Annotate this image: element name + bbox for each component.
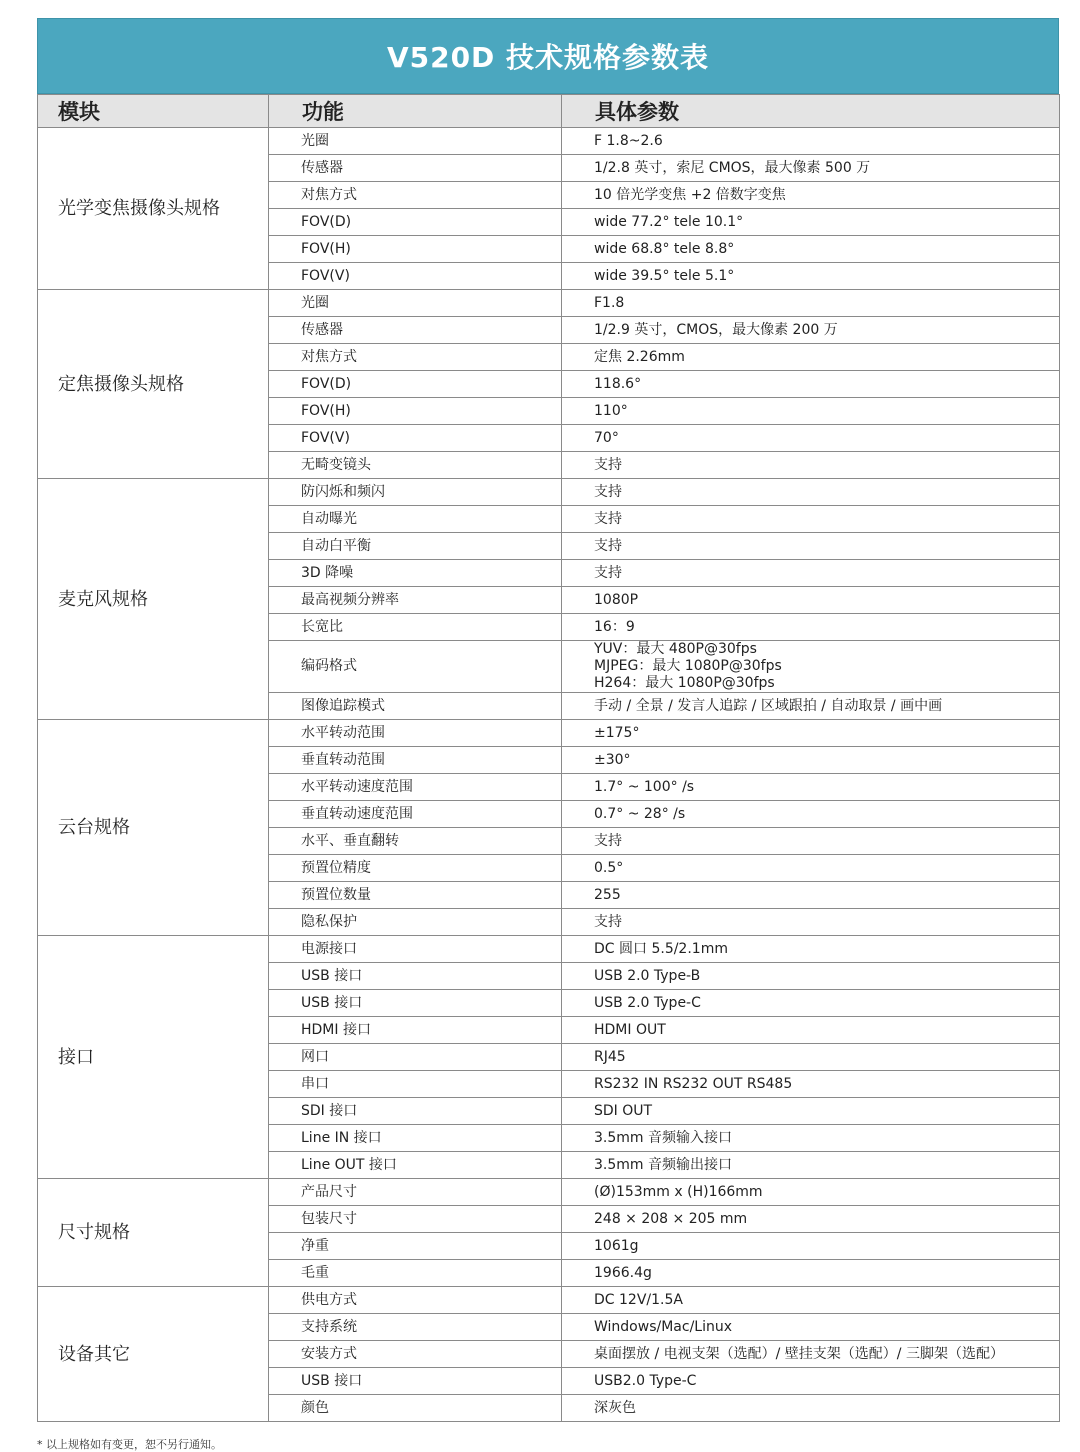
table-row bbox=[38, 720, 1060, 747]
table-row bbox=[38, 1179, 1060, 1206]
header-params: 具体参数 bbox=[562, 95, 1060, 128]
param-cell: 3.5mm 音频输入接口 bbox=[562, 1125, 1060, 1152]
function-cell: 水平转动速度范围 bbox=[269, 774, 562, 801]
module-cell: 接口 bbox=[38, 936, 269, 1179]
param-cell: 16：9 bbox=[562, 614, 1060, 641]
function-cell: 支持系统 bbox=[269, 1314, 562, 1341]
function-cell: 产品尺寸 bbox=[269, 1179, 562, 1206]
param-cell: wide 39.5° tele 5.1° bbox=[562, 263, 1060, 290]
param-cell: 支持 bbox=[562, 909, 1060, 936]
function-cell: 水平转动范围 bbox=[269, 720, 562, 747]
param-cell: HDMI OUT bbox=[562, 1017, 1060, 1044]
param-cell: F 1.8~2.6 bbox=[562, 128, 1060, 155]
param-cell: wide 68.8° tele 8.8° bbox=[562, 236, 1060, 263]
module-cell: 光学变焦摄像头规格 bbox=[38, 128, 269, 290]
function-cell: 3D 降噪 bbox=[269, 560, 562, 587]
function-cell: 长宽比 bbox=[269, 614, 562, 641]
param-cell: 1.7° ~ 100° /s bbox=[562, 774, 1060, 801]
module-cell: 设备其它 bbox=[38, 1287, 269, 1422]
table-row bbox=[38, 290, 1060, 317]
function-cell: FOV(D) bbox=[269, 209, 562, 236]
param-cell: 深灰色 bbox=[562, 1395, 1060, 1422]
function-cell: 电源接口 bbox=[269, 936, 562, 963]
param-cell: USB 2.0 Type-C bbox=[562, 990, 1060, 1017]
function-cell: SDI 接口 bbox=[269, 1098, 562, 1125]
function-cell: 隐私保护 bbox=[269, 909, 562, 936]
param-cell: 1/2.8 英寸，索尼 CMOS，最大像素 500 万 bbox=[562, 155, 1060, 182]
function-cell: FOV(H) bbox=[269, 398, 562, 425]
function-cell: 颜色 bbox=[269, 1395, 562, 1422]
function-cell: 光圈 bbox=[269, 290, 562, 317]
function-cell: 防闪烁和频闪 bbox=[269, 479, 562, 506]
param-cell: 支持 bbox=[562, 479, 1060, 506]
function-cell: 无畸变镜头 bbox=[269, 452, 562, 479]
function-cell: 图像追踪模式 bbox=[269, 693, 562, 720]
spec-sheet bbox=[37, 18, 1059, 1422]
param-cell: 118.6° bbox=[562, 371, 1060, 398]
param-cell: 手动 / 全景 / 发言人追踪 / 区域跟拍 / 自动取景 / 画中画 bbox=[562, 693, 1060, 720]
function-cell: 预置位精度 bbox=[269, 855, 562, 882]
param-cell: 支持 bbox=[562, 452, 1060, 479]
param-cell: 1/2.9 英寸，CMOS，最大像素 200 万 bbox=[562, 317, 1060, 344]
param-cell: ±175° bbox=[562, 720, 1060, 747]
function-cell: Line IN 接口 bbox=[269, 1125, 562, 1152]
footnote: * 以上规格如有变更，恕不另行通知。 bbox=[37, 1438, 222, 1451]
param-cell: DC 圆口 5.5/2.1mm bbox=[562, 936, 1060, 963]
spec-title: V520D 技术规格参数表 bbox=[37, 18, 1059, 94]
param-cell: 255 bbox=[562, 882, 1060, 909]
function-cell: 编码格式 bbox=[269, 641, 562, 693]
table-row bbox=[38, 936, 1060, 963]
param-cell: 110° bbox=[562, 398, 1060, 425]
function-cell: FOV(V) bbox=[269, 425, 562, 452]
module-cell: 麦克风规格 bbox=[38, 479, 269, 720]
function-cell: 自动曝光 bbox=[269, 506, 562, 533]
param-cell: SDI OUT bbox=[562, 1098, 1060, 1125]
param-cell: wide 77.2° tele 10.1° bbox=[562, 209, 1060, 236]
function-cell: 净重 bbox=[269, 1233, 562, 1260]
param-cell: 桌面摆放 / 电视支架（选配）/ 壁挂支架（选配）/ 三脚架（选配） bbox=[562, 1341, 1060, 1368]
param-cell: 支持 bbox=[562, 533, 1060, 560]
function-cell: 传感器 bbox=[269, 317, 562, 344]
function-cell: 水平、垂直翻转 bbox=[269, 828, 562, 855]
function-cell: FOV(V) bbox=[269, 263, 562, 290]
param-cell: 1061g bbox=[562, 1233, 1060, 1260]
function-cell: USB 接口 bbox=[269, 963, 562, 990]
param-cell: 0.5° bbox=[562, 855, 1060, 882]
param-cell: (Ø)153mm x (H)166mm bbox=[562, 1179, 1060, 1206]
function-cell: 对焦方式 bbox=[269, 344, 562, 371]
param-cell: USB 2.0 Type-B bbox=[562, 963, 1060, 990]
table-row bbox=[38, 128, 1060, 155]
param-cell: 248 × 208 × 205 mm bbox=[562, 1206, 1060, 1233]
function-cell: USB 接口 bbox=[269, 1368, 562, 1395]
function-cell: 网口 bbox=[269, 1044, 562, 1071]
function-cell: 垂直转动范围 bbox=[269, 747, 562, 774]
param-cell: USB2.0 Type-C bbox=[562, 1368, 1060, 1395]
function-cell: 安装方式 bbox=[269, 1341, 562, 1368]
function-cell: FOV(D) bbox=[269, 371, 562, 398]
header-module: 模块 bbox=[38, 95, 269, 128]
param-cell: YUV：最大 480P@30fps MJPEG：最大 1080P@30fps H264：最大 1080P@30fps bbox=[562, 641, 1060, 693]
function-cell: 光圈 bbox=[269, 128, 562, 155]
param-cell: Windows/Mac/Linux bbox=[562, 1314, 1060, 1341]
module-cell: 云台规格 bbox=[38, 720, 269, 936]
function-cell: 毛重 bbox=[269, 1260, 562, 1287]
table-row bbox=[38, 1287, 1060, 1314]
param-cell: 1966.4g bbox=[562, 1260, 1060, 1287]
function-cell: 串口 bbox=[269, 1071, 562, 1098]
param-cell: 1080P bbox=[562, 587, 1060, 614]
function-cell: FOV(H) bbox=[269, 236, 562, 263]
param-cell: 10 倍光学变焦 +2 倍数字变焦 bbox=[562, 182, 1060, 209]
param-cell: 支持 bbox=[562, 828, 1060, 855]
table-header-row bbox=[38, 95, 1060, 128]
param-cell: 支持 bbox=[562, 560, 1060, 587]
spec-table bbox=[37, 94, 1060, 1422]
header-function: 功能 bbox=[269, 95, 562, 128]
spec-table-body bbox=[38, 128, 1060, 1422]
function-cell: 预置位数量 bbox=[269, 882, 562, 909]
param-cell: F1.8 bbox=[562, 290, 1060, 317]
param-cell: ±30° bbox=[562, 747, 1060, 774]
module-cell: 定焦摄像头规格 bbox=[38, 290, 269, 479]
param-cell: RJ45 bbox=[562, 1044, 1060, 1071]
function-cell: 自动白平衡 bbox=[269, 533, 562, 560]
function-cell: 最高视频分辨率 bbox=[269, 587, 562, 614]
module-cell: 尺寸规格 bbox=[38, 1179, 269, 1287]
table-row bbox=[38, 479, 1060, 506]
param-cell: 70° bbox=[562, 425, 1060, 452]
param-cell: 0.7° ~ 28° /s bbox=[562, 801, 1060, 828]
param-cell: 支持 bbox=[562, 506, 1060, 533]
function-cell: 对焦方式 bbox=[269, 182, 562, 209]
param-cell: DC 12V/1.5A bbox=[562, 1287, 1060, 1314]
function-cell: Line OUT 接口 bbox=[269, 1152, 562, 1179]
param-cell: 3.5mm 音频输出接口 bbox=[562, 1152, 1060, 1179]
function-cell: 传感器 bbox=[269, 155, 562, 182]
function-cell: 供电方式 bbox=[269, 1287, 562, 1314]
function-cell: HDMI 接口 bbox=[269, 1017, 562, 1044]
function-cell: USB 接口 bbox=[269, 990, 562, 1017]
param-cell: RS232 IN RS232 OUT RS485 bbox=[562, 1071, 1060, 1098]
function-cell: 垂直转动速度范围 bbox=[269, 801, 562, 828]
param-cell: 定焦 2.26mm bbox=[562, 344, 1060, 371]
function-cell: 包装尺寸 bbox=[269, 1206, 562, 1233]
